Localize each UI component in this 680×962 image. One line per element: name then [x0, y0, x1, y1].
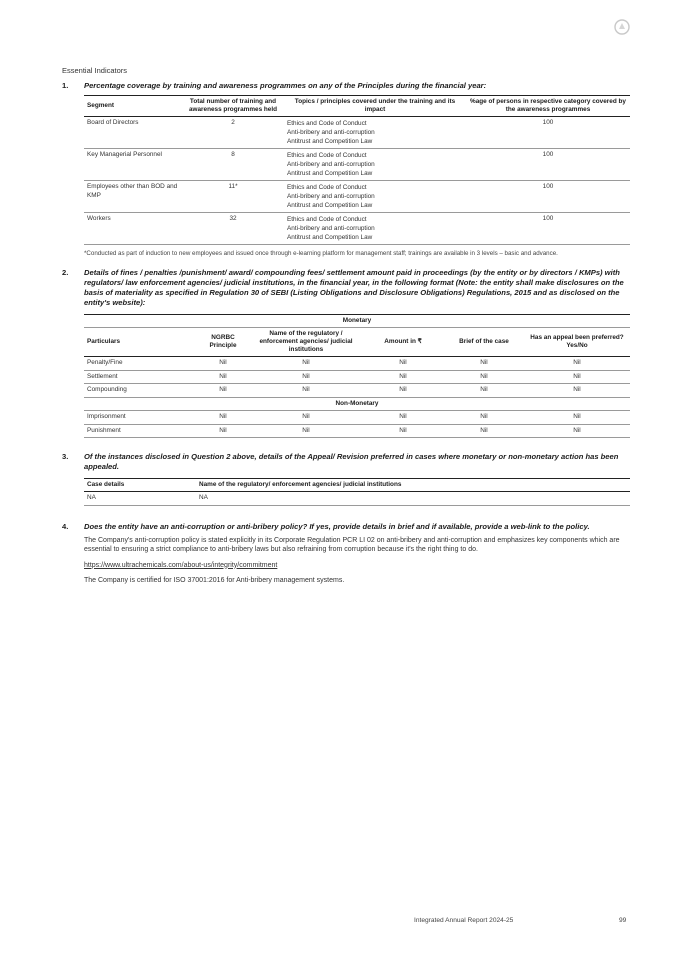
- segment-cell: Employees other than BOD and KMP: [84, 181, 182, 213]
- certification-paragraph: The Company is certified for ISO 37001:2016 for Anti-bribery management systems.: [84, 576, 345, 584]
- question-1: [62, 81, 630, 91]
- count-cell: 8: [182, 149, 284, 181]
- company-logo-icon: [613, 18, 631, 36]
- segment-cell: Workers: [84, 213, 182, 245]
- table-row: [84, 424, 630, 438]
- report-title: Integrated Annual Report 2024-25: [414, 917, 514, 924]
- topic-item: Ethics and Code of Conduct: [287, 152, 367, 159]
- question-number: 2.: [62, 268, 69, 277]
- page-number: 99: [619, 917, 627, 924]
- policy-paragraph: The Company's anti-corruption policy is stated explicitly in its Corporate Regulation PCR LI 02 on anti-bribery and anti-corruption and emphasizes key components which are essential to ensuring a strict compliance to anti-bribery laws but also refraining from corruption because it's the right thing to do.: [84, 536, 620, 553]
- table-cell: Nil: [444, 384, 524, 398]
- question-text: Does the entity have an anti-corruption or anti-bribery policy? If yes, provide details in brief and if available, provide a web-link to the policy.: [84, 521, 590, 531]
- particulars-cell: Penalty/Fine: [84, 357, 196, 371]
- policy-link[interactable]: https://www.ultrachemicals.com/about-us/integrity/commitment: [84, 561, 278, 569]
- topics-cell: [284, 117, 466, 149]
- table-cell: Nil: [250, 424, 362, 438]
- main-content: [62, 66, 630, 592]
- table-cell: Nil: [250, 411, 362, 425]
- percent-cell: 100: [466, 149, 630, 181]
- percent-cell: 100: [466, 213, 630, 245]
- topic-item: Ethics and Code of Conduct: [287, 184, 367, 191]
- column-header: Total number of training and awareness programmes held: [182, 96, 284, 117]
- table-cell: Nil: [250, 370, 362, 384]
- topic-item: Anti-bribery and anti-corruption: [287, 129, 375, 136]
- question-number: 4.: [62, 521, 69, 531]
- table-cell: Nil: [524, 370, 630, 384]
- table-cell: NA: [196, 492, 630, 506]
- topic-item: Antitrust and Competition Law: [287, 138, 373, 145]
- column-header: Particulars: [84, 328, 196, 357]
- topic-item: Antitrust and Competition Law: [287, 202, 373, 209]
- count-cell: 32: [182, 213, 284, 245]
- column-header: Amount in ₹: [362, 328, 444, 357]
- count-cell: 11*: [182, 181, 284, 213]
- question-text: Details of fines / penalties /punishment/ award/ compounding fees/ settlement amount paid in proceedings (by the entity or by directors / KMPs) with regulators/ law enforcement agencies/ judicial institutions, in the financial year, in the following format (Note: the entity shall make disclosures on the basis of materiality as specified in Regulation 30 of SEBI (Listing Obligations and Disclosure Obligations) Regulations, 2015 and as disclosed on the entity's website):: [84, 268, 624, 307]
- monetary-caption: Monetary: [84, 315, 630, 328]
- column-header: Name of the regulatory/ enforcement agencies/ judicial institutions: [196, 479, 630, 492]
- column-header: Name of the regulatory / enforcement agencies/ judicial institutions: [250, 328, 362, 357]
- column-header: Has an appeal been preferred? Yes/No: [524, 328, 630, 357]
- percent-cell: 100: [466, 181, 630, 213]
- non-monetary-caption-row: [84, 397, 630, 411]
- table-cell: Nil: [362, 357, 444, 371]
- fines-penalties-table: [84, 314, 630, 438]
- training-coverage-table: [84, 95, 630, 245]
- table-row: [84, 149, 630, 181]
- column-header: Topics / principles covered under the training and its impact: [284, 96, 466, 117]
- table-cell: Nil: [524, 411, 630, 425]
- question-text: Percentage coverage by training and awareness programmes on any of the Principles during the financial year:: [84, 81, 487, 90]
- segment-cell: Board of Directors: [84, 117, 182, 149]
- table-header-row: [84, 479, 630, 492]
- column-header: Segment: [84, 96, 182, 117]
- topic-item: Ethics and Code of Conduct: [287, 120, 367, 127]
- count-cell: 2: [182, 117, 284, 149]
- percent-cell: 100: [466, 117, 630, 149]
- topics-cell: [284, 149, 466, 181]
- table-cell: Nil: [444, 411, 524, 425]
- table-cell: Nil: [444, 424, 524, 438]
- table-cell: Nil: [444, 370, 524, 384]
- topic-item: Antitrust and Competition Law: [287, 234, 373, 241]
- topics-cell: [284, 181, 466, 213]
- table-cell: Nil: [362, 384, 444, 398]
- table-row: [84, 370, 630, 384]
- table-row: [84, 357, 630, 371]
- particulars-cell: Imprisonment: [84, 411, 196, 425]
- table-row: [84, 213, 630, 245]
- table-cell: Nil: [196, 424, 250, 438]
- table-cell: Nil: [196, 357, 250, 371]
- question-text: Of the instances disclosed in Question 2 above, details of the Appeal/ Revision preferred in cases where monetary or non-monetary action has been appealed.: [84, 452, 619, 471]
- table-cell: Nil: [196, 384, 250, 398]
- topic-item: Ethics and Code of Conduct: [287, 216, 367, 223]
- table-row: [84, 492, 630, 506]
- question-2: [62, 268, 630, 308]
- table-header-row: [84, 96, 630, 117]
- table-cell: NA: [84, 492, 196, 506]
- particulars-cell: Punishment: [84, 424, 196, 438]
- table-cell: Nil: [524, 424, 630, 438]
- training-footnote: *Conducted as part of induction to new employees and issued once through e-learning platform for management staff; trainings are available in 3 levels – basic and advance.: [84, 250, 558, 257]
- table-cell: Nil: [362, 424, 444, 438]
- question-4: [62, 522, 630, 532]
- table-cell: Nil: [196, 411, 250, 425]
- monetary-caption-row: [84, 315, 630, 328]
- question-3: [62, 452, 630, 472]
- column-header: Case details: [84, 479, 196, 492]
- non-monetary-caption: Non-Monetary: [84, 397, 630, 411]
- table-row: [84, 181, 630, 213]
- particulars-cell: Compounding: [84, 384, 196, 398]
- table-row: [84, 411, 630, 425]
- table-cell: Nil: [362, 411, 444, 425]
- topics-cell: [284, 213, 466, 245]
- column-header: %age of persons in respective category covered by the awareness programmes: [466, 96, 630, 117]
- table-cell: Nil: [362, 370, 444, 384]
- table-cell: Nil: [196, 370, 250, 384]
- question-number: 3.: [62, 452, 69, 461]
- topic-item: Antitrust and Competition Law: [287, 170, 373, 177]
- question-number: 1.: [62, 81, 69, 90]
- table-header-row: [84, 328, 630, 357]
- table-cell: Nil: [524, 357, 630, 371]
- table-cell: Nil: [250, 384, 362, 398]
- table-cell: Nil: [444, 357, 524, 371]
- particulars-cell: Settlement: [84, 370, 196, 384]
- table-row: [84, 384, 630, 398]
- topic-item: Anti-bribery and anti-corruption: [287, 225, 375, 232]
- column-header: Brief of the case: [444, 328, 524, 357]
- topic-item: Anti-bribery and anti-corruption: [287, 193, 375, 200]
- table-row: [84, 117, 630, 149]
- table-cell: Nil: [250, 357, 362, 371]
- section-label: Essential Indicators: [62, 66, 128, 75]
- column-header: NGRBC Principle: [196, 328, 250, 357]
- appeal-details-table: [84, 478, 630, 506]
- topic-item: Anti-bribery and anti-corruption: [287, 161, 375, 168]
- segment-cell: Key Managerial Personnel: [84, 149, 182, 181]
- table-cell: Nil: [524, 384, 630, 398]
